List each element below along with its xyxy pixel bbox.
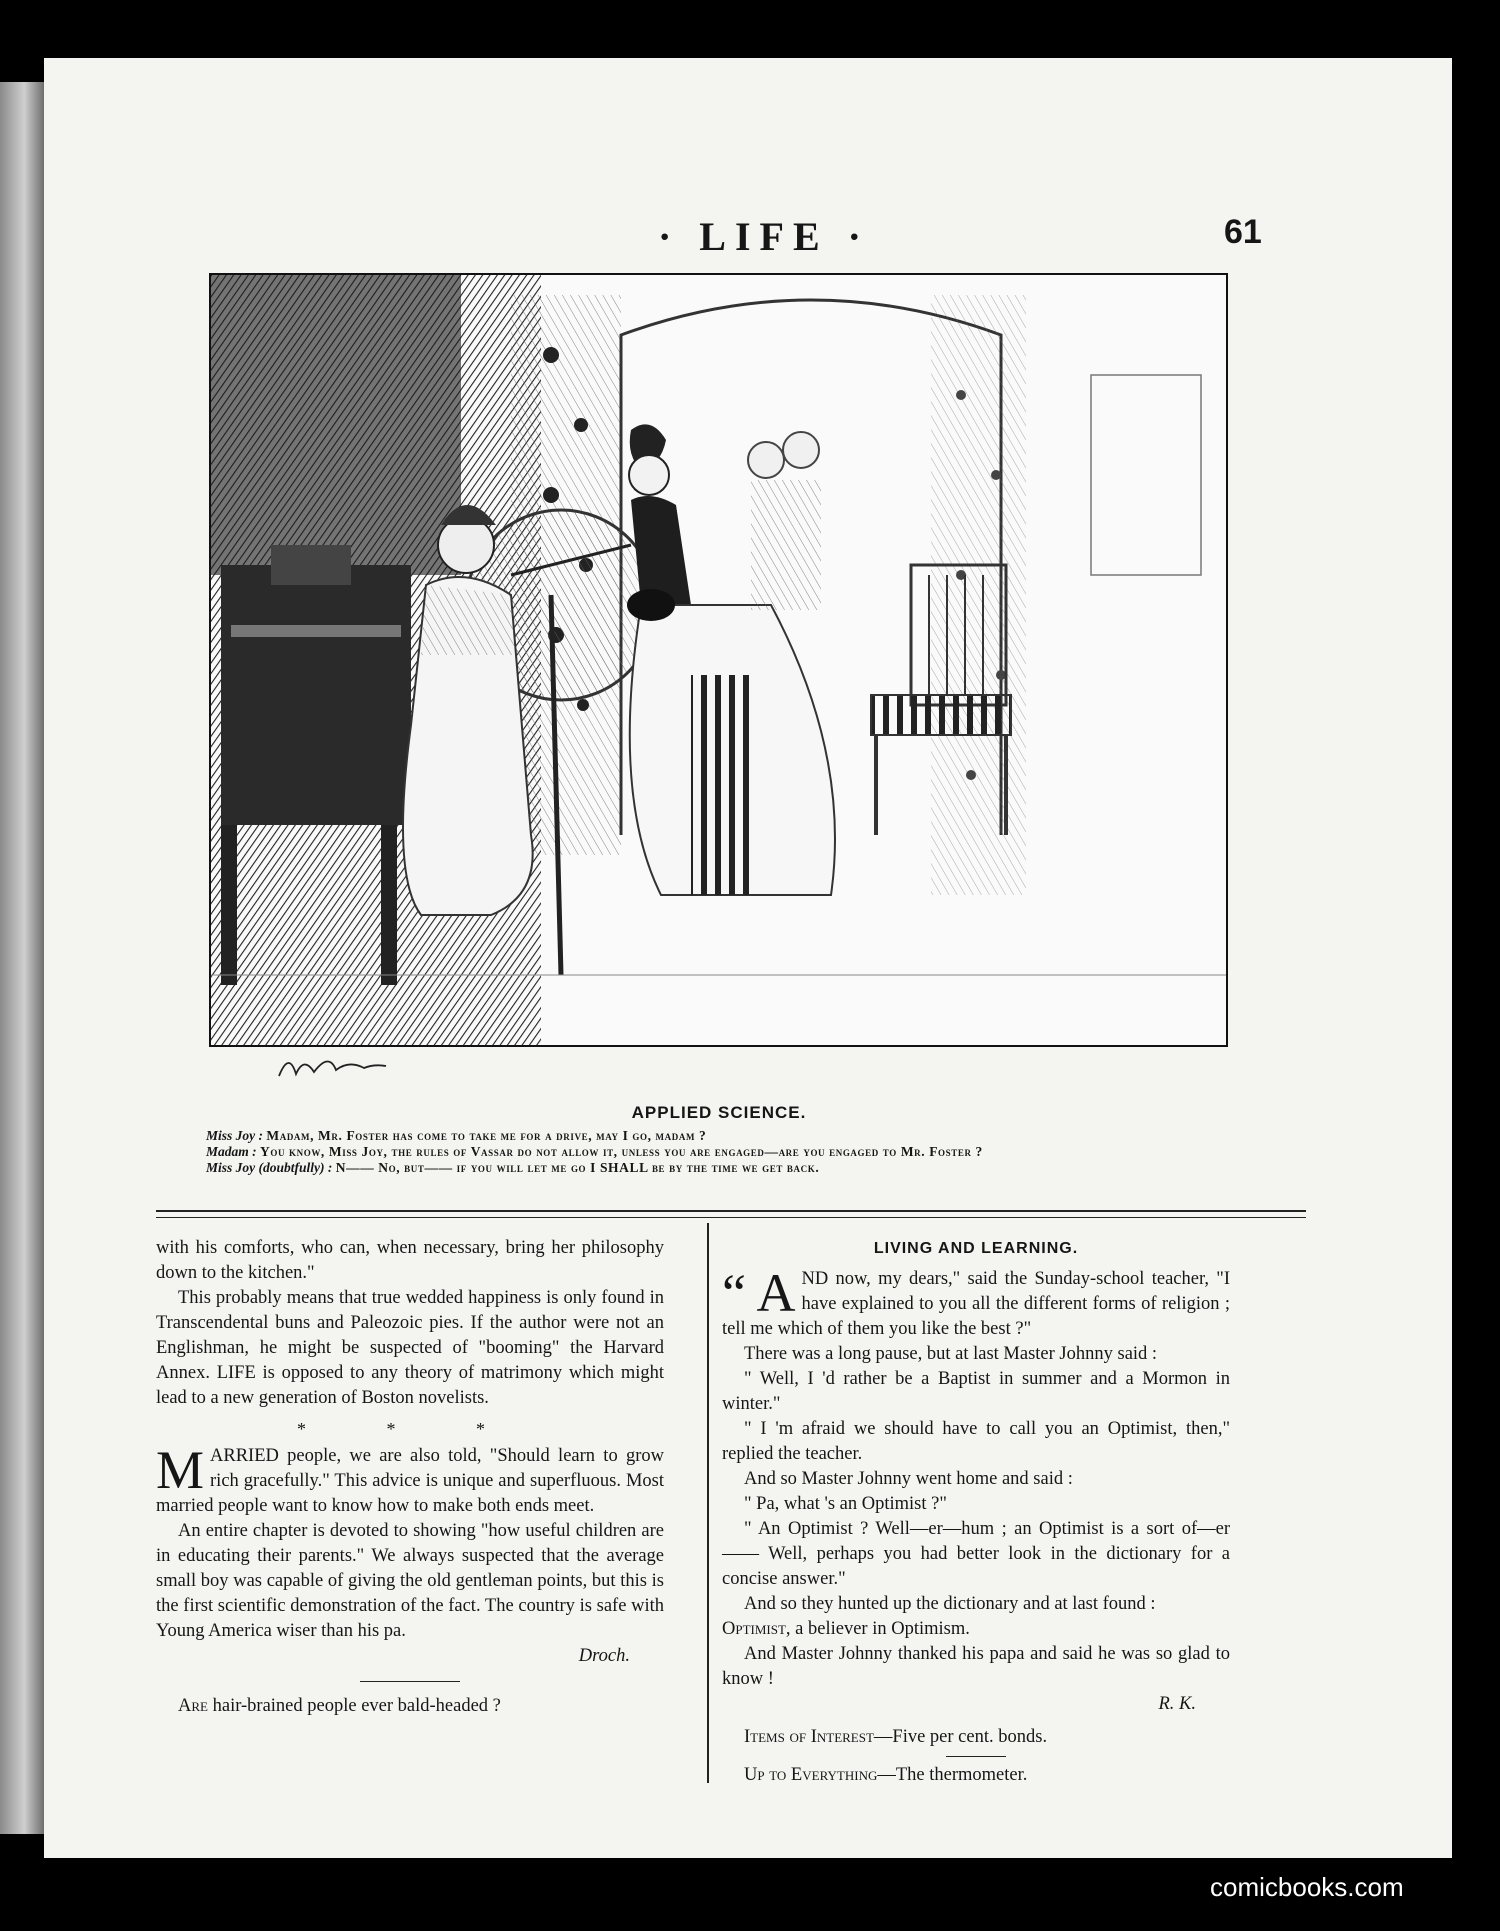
section-break-stars: * * * <box>297 1419 523 1439</box>
right-column <box>722 1236 1230 1788</box>
paragraph <box>722 1617 1230 1642</box>
paragraph: And so Master Johnny went home and said : <box>744 1469 1073 1489</box>
magazine-page <box>44 58 1452 1858</box>
paragraph-text: hair-brained people ever bald-headed ? <box>212 1696 501 1716</box>
left-column <box>156 1236 664 1719</box>
article-heading: LIVING AND LEARNING. <box>873 1240 1079 1257</box>
lead-in: Up to Everything <box>744 1765 878 1785</box>
paragraph: " Pa, what 's an Optimist ?" <box>744 1494 947 1514</box>
section-rule <box>156 1210 1306 1218</box>
paragraph-text: a believer in Optimism. <box>795 1619 970 1639</box>
paragraph <box>156 1694 664 1719</box>
lead-in: Items of Interest <box>744 1727 874 1747</box>
cartoon-title: APPLIED SCIENCE. <box>631 1103 807 1122</box>
column-divider <box>707 1223 709 1783</box>
lead-in: Optimist, <box>722 1619 791 1639</box>
page-number: 61 <box>1224 213 1262 251</box>
lead-in: Are <box>178 1696 208 1716</box>
drop-cap: “ A <box>722 1263 796 1323</box>
paragraph-text: ND now, my dears," said the Sunday-school teacher, "I have explained to you all the different forms of religion ; tell me which of them you like the best ?" <box>722 1269 1230 1339</box>
paragraph: And so they hunted up the dictionary and at last found : <box>744 1594 1156 1614</box>
cartoon-dialogue <box>156 1128 1306 1176</box>
speech-text: Madam, Mr. Foster has come to take me for a drive, may I go, madam ? <box>266 1128 707 1143</box>
dialogue-line <box>156 1128 1306 1144</box>
book-spine-edge <box>0 82 44 1834</box>
paragraph: with his comforts, who can, when necessary, bring her philosophy down to the kitchen." <box>156 1238 664 1283</box>
speaker-label: Miss Joy : <box>206 1128 263 1143</box>
speech-text: N—— No, but—— if you will let me go I SHALL be by the time we get back. <box>335 1160 820 1175</box>
paragraph: " An Optimist ? Well—er—hum ; an Optimist is a sort of—er—— Well, perhaps you had better look in the dictionary for a concise answer." <box>722 1519 1230 1589</box>
paragraph: This probably means that true wedded happiness is only found in Transcendental buns and Paleozoic pies. If the author were not an Englishman, he might be suspected of "booming" the Harvard Annex. LIFE is opposed to any theory of matrimony which might lead to a new generation of Boston novelists. <box>156 1288 664 1408</box>
paragraph <box>722 1763 1230 1788</box>
paragraph: An entire chapter is devoted to showing "how useful children are in educating their parents." We always suspected that the average small boy was capable of giving the old gentleman points, but this is the first scientific demonstration of the fact. The country is safe with Young America wiser than his pa. <box>156 1521 664 1641</box>
watermark: comicbooks.com <box>1210 1872 1404 1902</box>
dialogue-line <box>156 1144 1306 1160</box>
masthead: · LIFE · <box>657 214 871 259</box>
paragraph: There was a long pause, but at last Master Johnny said : <box>744 1344 1158 1364</box>
short-rule <box>946 1756 1006 1757</box>
paragraph: " I 'm afraid we should have to call you an Optimist, then," replied the teacher. <box>722 1419 1230 1464</box>
short-rule <box>360 1681 460 1682</box>
speech-text: You know, Miss Joy, the rules of Vassar do not allow it, unless you are engaged—are you engaged to Mr. Foster ? <box>260 1144 983 1159</box>
speaker-label: Miss Joy (doubtfully) : <box>206 1160 333 1175</box>
paragraph <box>722 1263 1230 1342</box>
illustration <box>209 273 1228 1047</box>
paragraph: And Master Johnny thanked his papa and said he was so glad to know ! <box>722 1644 1230 1689</box>
drop-cap: M <box>156 1440 205 1500</box>
paragraph-text: —The thermometer. <box>877 1765 1028 1785</box>
paragraph <box>156 1440 664 1519</box>
artist-signature <box>274 1046 394 1086</box>
page-header <box>44 213 1452 273</box>
engraving-drawing <box>211 275 1226 1045</box>
paragraph: " Well, I 'd rather be a Baptist in summer and a Mormon in winter." <box>722 1369 1230 1414</box>
paragraph-text: ARRIED people, we are also told, "Should learn to grow rich gracefully." This advice is unique and superfluous. Most married people want to know how to make both ends meet. <box>156 1446 664 1516</box>
paragraph-text: —Five per cent. bonds. <box>873 1727 1048 1747</box>
speaker-label: Madam : <box>206 1144 257 1159</box>
dialogue-line <box>156 1160 1306 1176</box>
author-signature: Droch. <box>578 1646 630 1666</box>
author-signature: R. K. <box>1158 1694 1196 1714</box>
paragraph <box>722 1725 1230 1750</box>
